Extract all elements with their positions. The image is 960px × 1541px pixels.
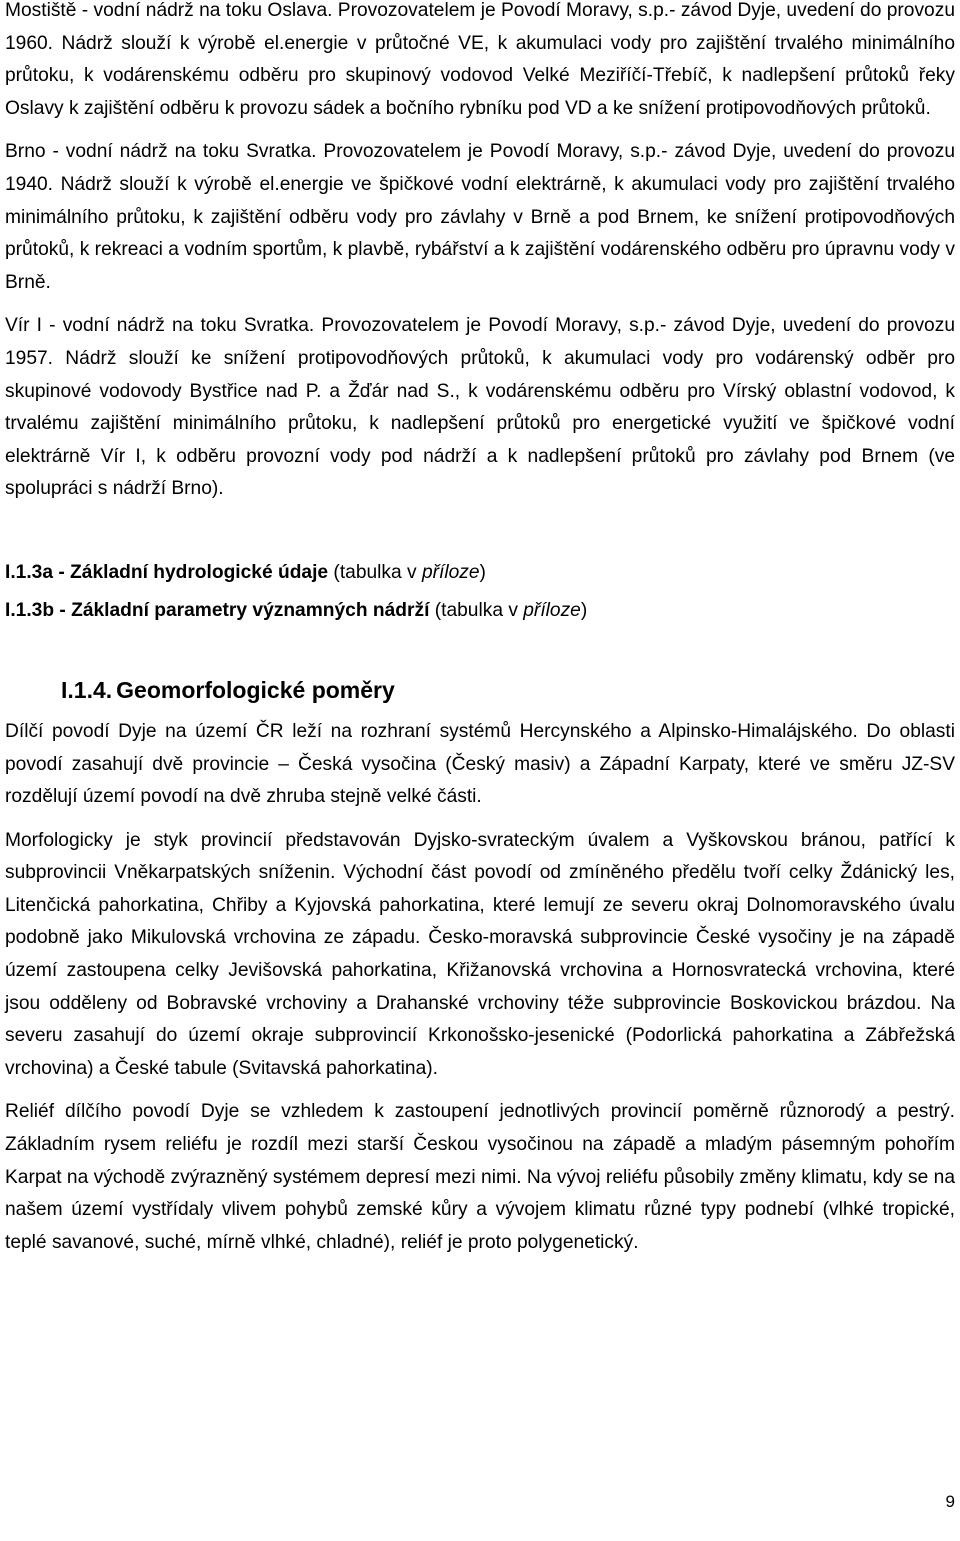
- reservoir-brno-paragraph: Brno - vodní nádrž na toku Svratka. Provozovatelem je Povodí Moravy, s.p.- závod Dyje, uvedení do provozu 1940. Nádrž slouží k výrobě el.energie ve špičkové vodní elektrárně, k akumulaci vody pro zajištění trvalého minimálního průtoku, k zajištění odběru vody pro závlahy v Brně a pod Brnem, ke snížení protipovodňových průtoků, k rekreaci a vodním sportům, k plavbě, rybářství a k zajištění vodárenského odběru pro úpravnu vody v Brně.: [5, 141, 955, 293]
- reservoir-mostiste-paragraph: Mostiště - vodní nádrž na toku Oslava. Provozovatelem je Povodí Moravy, s.p.- závod Dyje, uvedení do provozu 1960. Nádrž slouží k výrobě el.energie v průtočné VE, k akumulaci vody pro zajištění trvalého minimálního průtoku, k vodárenskému odběru pro skupinový vodovod Velké Meziříčí-Třebíč, k nadlepšení průtoků řeky Oslavy k zajištění odběru k provozu sádek a bočního rybníku pod VD a ke snížení protipovodňových průtoků.: [5, 0, 955, 119]
- references-block: [5, 554, 955, 630]
- reference-paren-close: ): [580, 599, 588, 621]
- geomorphology-paragraph-3: Reliéf dílčího povodí Dyje se vzhledem k zastoupení jednotlivých provincií poměrně různorodý a pestrý. Základním rysem reliéfu je rozdíl mezi starší Českou vysočinou na západě a mladým pásemným pohořím Karpat na východě zvýrazněný systémem depresí mezi nimi. Na vývoj reliéfu působily změny klimatu, kdy se na našem území vystřídaly vlivem pohybů zemské kůry a vývojem klimatu různé typy podnebí (vlhké tropické, teplé savanové, suché, mírně vlhké, chladné), reliéf je proto polygenetický.: [5, 1101, 955, 1253]
- document-page: [5, 0, 955, 1259]
- reference-reservoir-parameters: [5, 592, 955, 630]
- reference-italic: příloze: [523, 599, 581, 621]
- reference-paren-open: (tabulka v: [328, 561, 422, 583]
- geomorphology-paragraph-1: Dílčí povodí Dyje na území ČR leží na rozhraní systémů Hercynského a Alpinsko-Himalájského. Do oblasti povodí zasahují dvě provincie – Česká vysočina (Český masiv) a Západní Karpaty, které ve směru JZ-SV rozdělují území povodí na dvě zhruba stejně velké části.: [5, 720, 955, 808]
- reference-paren-open: (tabulka v: [429, 599, 524, 621]
- page-number: 9: [945, 1492, 955, 1511]
- section-title: Geomorfologické poměry: [116, 676, 395, 703]
- geomorphology-paragraph-2: Morfologicky je styk provincií představován Dyjsko-svrateckým úvalem a Vyškovskou bránou, patřící k subprovincii Vněkarpatských sníženin. Východní část povodí od zmíněného předělu tvoří celky Ždánický les, Litenčická pahorkatina, Chřiby a Kyjovská pahorkatina, které lemují ze severu okraj Dolnomoravského úvalu podobně jako Mikulovská vrchovina ze západu. Česko-moravská subprovincie České vysočiny je na západě území zastoupena celky Jevišovská pahorkatina, Křižanovská vrchovina a Hornosvratecká vrchovina, které jsou odděleny od Bobravské vrchoviny a Drahanské vrchoviny téže subprovincie Boskovickou brázdou. Na severu zasahují do území okraje subprovincií Krkonošsko-jesenické (Podorlická pahorkatina a Zábřežská vrchovina) a České tabule (Svitavská pahorkatina).: [5, 829, 955, 1079]
- section-heading: [5, 670, 955, 710]
- section-number: I.1.4.: [61, 676, 113, 703]
- reference-hydrologic-data: [5, 554, 955, 592]
- reference-title: I.1.3b - Základní parametry významných nádrží: [5, 599, 430, 621]
- reservoir-vir-paragraph: Vír I - vodní nádrž na toku Svratka. Provozovatelem je Povodí Moravy, s.p.- závod Dyje, uvedení do provozu 1957. Nádrž slouží ke snížení protipovodňových průtoků, k akumulaci vody pro vodárenský odběr pro skupinové vodovody Bystřice nad P. a Žďár nad S., k vodárenskému odběru pro Vírský oblastní vodovod, k trvalému zajištění minimálního průtoku, k nadlepšení průtoků pro energetické využití ve špičkové vodní elektrárně Vír I, k odběru provozní vody pod nádrží a k nadlepšení průtoků pro závlahy pod Brnem (ve spolupráci s nádrží Brno).: [5, 315, 955, 500]
- reference-italic: příloze: [421, 561, 480, 583]
- reference-paren-close: ): [479, 561, 486, 583]
- reference-title: I.1.3a - Základní hydrologické údaje: [5, 561, 329, 583]
